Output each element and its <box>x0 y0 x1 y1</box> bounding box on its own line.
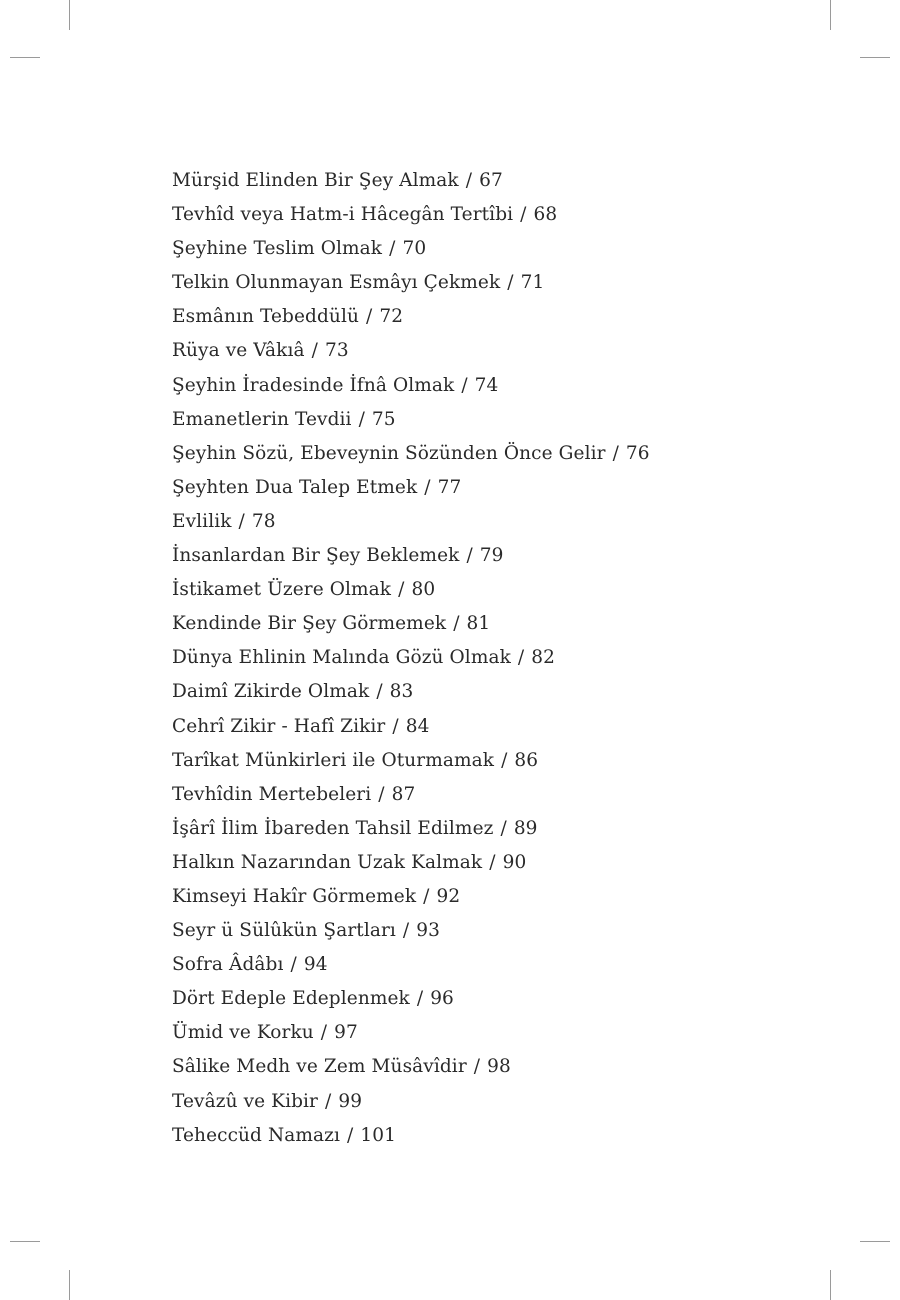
toc-entry <box>172 300 832 334</box>
toc-entry-page: 84 <box>405 715 430 737</box>
toc-entry <box>172 198 832 232</box>
toc-entry-page: 72 <box>379 306 404 328</box>
crop-mark-bottom-right-horizontal <box>860 1241 890 1242</box>
toc-entry-page: 86 <box>514 749 539 771</box>
toc-entry-page: 82 <box>531 647 555 669</box>
toc-entry-title: Evlilik <box>172 510 232 532</box>
toc-entry-page: 87 <box>391 783 416 805</box>
toc-entry-title: Esmânın Tebeddülü <box>172 306 359 328</box>
toc-entry-page: 97 <box>334 1022 358 1044</box>
toc-entry <box>172 539 832 573</box>
toc-entry <box>172 505 832 539</box>
toc-entry-title: Rüya ve Vâkıâ <box>172 340 305 362</box>
toc-separator: / <box>517 647 525 669</box>
toc-entry-page: 70 <box>402 238 427 260</box>
toc-separator: / <box>402 920 410 942</box>
toc-entry-title: Kendinde Bir Şey Görmemek <box>172 613 447 635</box>
toc-separator: / <box>453 613 460 635</box>
toc-entry <box>172 744 832 778</box>
toc-entry <box>172 982 832 1016</box>
toc-separator: / <box>398 579 405 601</box>
toc-entry-title: İstikamet Üzere Olmak <box>172 579 392 601</box>
toc-entry-title: Şeyhin Sözü, Ebeveynin Sözünden Önce Gelir <box>172 442 606 464</box>
toc-entry-page: 77 <box>437 476 462 498</box>
toc-entry-title: Tarîkat Münkirleri ile Oturmamak <box>172 749 495 771</box>
toc-separator: / <box>489 851 496 873</box>
toc-entry-page: 93 <box>416 920 441 942</box>
toc-separator: / <box>500 817 507 839</box>
toc-separator: / <box>507 272 514 294</box>
toc-separator: / <box>416 988 424 1010</box>
crop-mark-bottom-left-horizontal <box>10 1241 40 1242</box>
toc-entry-title: Şeyhin İradesinde İfnâ Olmak <box>172 374 455 396</box>
toc-entry-page: 101 <box>360 1124 396 1146</box>
toc-separator: / <box>389 238 396 260</box>
toc-entry-title: Sâlike Medh ve Zem Müsâvîdir <box>172 1056 467 1078</box>
toc-entry <box>172 1119 832 1153</box>
toc-entry-page: 76 <box>625 442 650 464</box>
toc-separator: / <box>311 340 318 362</box>
toc-separator: / <box>378 783 385 805</box>
toc-separator: / <box>347 1124 354 1146</box>
toc-entry-title: İnsanlardan Bir Şey Beklemek <box>172 545 460 567</box>
toc-separator: / <box>365 306 373 328</box>
toc-entry-page: 68 <box>533 204 558 226</box>
toc-entry-title: Telkin Olunmayan Esmâyı Çekmek <box>172 272 501 294</box>
toc-separator: / <box>358 408 365 430</box>
toc-entry-title: Halkın Nazarından Uzak Kalmak <box>172 851 483 873</box>
toc-separator: / <box>466 545 473 567</box>
toc-entry-page: 71 <box>520 272 545 294</box>
toc-entry-title: Teheccüd Namazı <box>172 1124 341 1146</box>
toc-entry <box>172 1085 832 1119</box>
toc-entry <box>172 164 832 198</box>
toc-entry-title: Dört Edeple Edeplenmek <box>172 988 410 1010</box>
toc-entry <box>172 232 832 266</box>
toc-entry-page: 73 <box>324 340 349 362</box>
toc-entry <box>172 266 832 300</box>
toc-entry <box>172 675 832 709</box>
crop-mark-bottom-left-vertical <box>69 1270 70 1300</box>
toc-separator: / <box>520 204 527 226</box>
crop-mark-top-left-horizontal <box>10 57 40 58</box>
toc-entry-page: 78 <box>251 510 276 532</box>
toc-entry-title: İşârî İlim İbareden Tahsil Edilmez <box>172 817 494 839</box>
toc-entry-page: 92 <box>436 885 461 907</box>
toc-entry <box>172 812 832 846</box>
toc-entry <box>172 914 832 948</box>
toc-entry <box>172 471 832 505</box>
toc-entry <box>172 437 832 471</box>
toc-entry <box>172 641 832 675</box>
toc-entry <box>172 1050 832 1084</box>
toc-entry <box>172 1016 832 1050</box>
crop-mark-top-right-horizontal <box>860 57 890 58</box>
toc-entry <box>172 846 832 880</box>
toc-entry-page: 74 <box>474 374 499 396</box>
toc-separator: / <box>473 1056 481 1078</box>
toc-entry <box>172 573 832 607</box>
toc-entry <box>172 948 832 982</box>
table-of-contents <box>172 164 832 1153</box>
toc-entry <box>172 710 832 744</box>
toc-entry-title: Dünya Ehlinin Malında Gözü Olmak <box>172 647 511 669</box>
toc-entry <box>172 403 832 437</box>
toc-entry-page: 81 <box>466 613 491 635</box>
toc-entry <box>172 778 832 812</box>
toc-entry-title: Tevhîd veya Hatm-i Hâcegân Tertîbi <box>172 204 514 226</box>
toc-entry-title: Daimî Zikirde Olmak <box>172 681 370 703</box>
toc-entry-title: Tevâzû ve Kibir <box>172 1090 318 1112</box>
toc-separator: / <box>290 954 297 976</box>
crop-mark-bottom-right-vertical <box>830 1270 831 1300</box>
toc-entry-title: Şeyhten Dua Talep Etmek <box>172 476 418 498</box>
toc-entry-page: 83 <box>389 681 414 703</box>
toc-entry-title: Ümid ve Korku <box>172 1022 314 1044</box>
toc-separator: / <box>461 374 468 396</box>
toc-entry <box>172 607 832 641</box>
toc-separator: / <box>612 442 619 464</box>
toc-separator: / <box>376 681 383 703</box>
toc-entry <box>172 334 832 368</box>
toc-entry-title: Cehrî Zikir - Hafî Zikir <box>172 715 386 737</box>
toc-entry-title: Sofra Âdâbı <box>172 954 284 976</box>
toc-entry-page: 80 <box>411 579 436 601</box>
toc-entry-page: 99 <box>338 1090 363 1112</box>
toc-entry-page: 98 <box>487 1056 511 1078</box>
toc-separator: / <box>392 715 399 737</box>
toc-entry-title: Tevhîdin Mertebeleri <box>172 783 372 805</box>
crop-mark-top-right-vertical <box>830 0 831 30</box>
toc-entry-page: 79 <box>479 545 504 567</box>
toc-entry-title: Mürşid Elinden Bir Şey Almak <box>172 170 459 191</box>
toc-separator: / <box>501 749 508 771</box>
toc-separator: / <box>424 476 431 498</box>
toc-separator: / <box>238 510 245 532</box>
toc-entry <box>172 880 832 914</box>
toc-entry-page: 94 <box>303 954 328 976</box>
toc-separator: / <box>325 1090 332 1112</box>
toc-entry-title: Şeyhine Teslim Olmak <box>172 238 383 260</box>
toc-separator: / <box>465 170 473 191</box>
toc-entry-page: 67 <box>479 170 503 191</box>
toc-entry-title: Emanetlerin Tevdii <box>172 408 352 430</box>
toc-entry-page: 90 <box>502 851 527 873</box>
toc-entry-page: 96 <box>430 988 454 1010</box>
crop-mark-top-left-vertical <box>69 0 70 30</box>
toc-separator: / <box>320 1022 328 1044</box>
toc-entry-title: Seyr ü Sülûkün Şartları <box>172 920 396 942</box>
toc-entry-title: Kimseyi Hakîr Görmemek <box>172 885 417 907</box>
toc-entry <box>172 369 832 403</box>
toc-separator: / <box>423 885 430 907</box>
toc-entry-page: 89 <box>513 817 538 839</box>
toc-entry-page: 75 <box>371 408 396 430</box>
